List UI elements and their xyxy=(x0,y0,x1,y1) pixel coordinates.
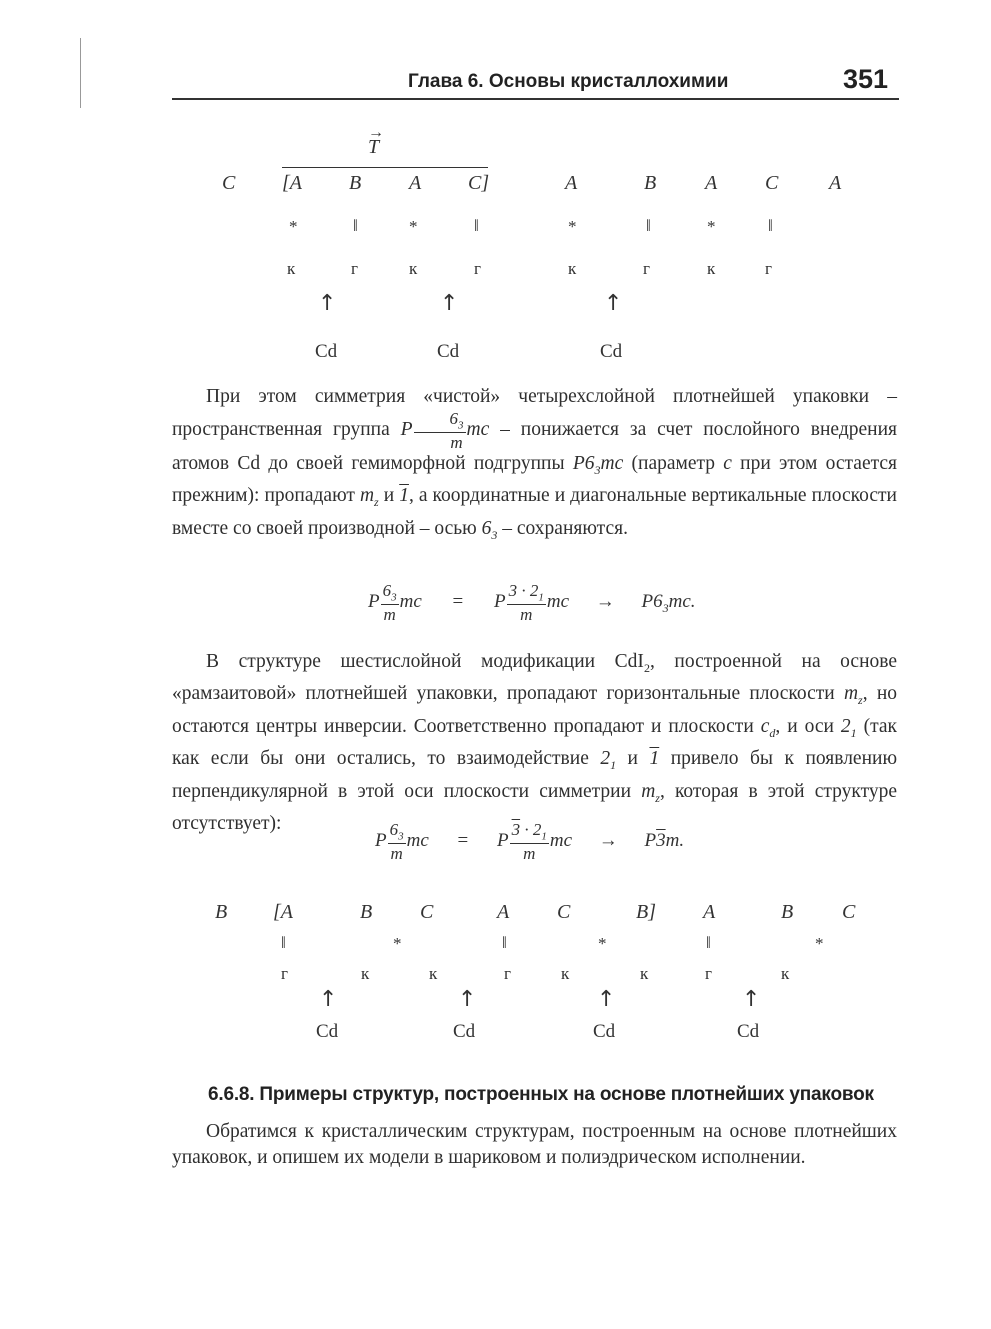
cd-label: Cd xyxy=(315,341,338,362)
up-arrow-icon: ↑ xyxy=(458,987,477,1012)
center-symbol: * xyxy=(815,934,824,953)
center-symbol: * xyxy=(289,217,298,236)
equation-2: P $\frac{6_3}{m}$ mc = P $\frac{3 \cdot 2_1}{m}$ mc → P3m. xyxy=(375,820,685,864)
layer-label: A xyxy=(497,901,510,923)
plane-symbol: ‖ xyxy=(474,216,479,235)
layer-label: B xyxy=(360,901,373,923)
center-symbol: * xyxy=(393,934,402,953)
plane-symbol: ‖ xyxy=(646,216,651,235)
up-arrow-icon: ↑ xyxy=(604,291,623,316)
plane-symbol: ‖ xyxy=(281,933,286,952)
section-paragraph: Обратимся к кристаллическим структурам, построенным на основе плотнейших упаковок, и опишем их модели в шариковом и полиэдрическом исполнении. xyxy=(172,1121,897,1168)
plane-symbol: ‖ xyxy=(768,216,773,235)
layer-label: C xyxy=(765,172,779,194)
layer-label: A xyxy=(409,172,422,194)
up-arrow-icon: ↑ xyxy=(440,291,459,316)
cd-label: Cd xyxy=(600,341,623,362)
layer-label: C xyxy=(557,901,571,923)
center-symbol: * xyxy=(568,217,577,236)
layer-label: B xyxy=(644,172,657,194)
layer-label: A xyxy=(705,172,718,194)
up-arrow-icon: ↑ xyxy=(597,987,616,1012)
void-type: г xyxy=(705,964,712,983)
up-arrow-icon: ↑ xyxy=(319,987,338,1012)
period-overline xyxy=(282,167,488,168)
header-rule xyxy=(172,98,899,100)
layer-label: A xyxy=(565,172,578,194)
void-type: г xyxy=(765,259,772,278)
layer-label: [A xyxy=(282,172,302,194)
center-symbol: * xyxy=(409,217,418,236)
layer-label: C xyxy=(222,172,236,194)
chapter-title: Глава 6. Основы кристаллохимии xyxy=(408,71,729,92)
layer-label: A xyxy=(829,172,842,194)
layer-label: B xyxy=(781,901,794,923)
cd-label: Cd xyxy=(316,1021,339,1042)
layer-label: C xyxy=(420,901,434,923)
center-symbol: * xyxy=(598,934,607,953)
cd-label: Cd xyxy=(437,341,460,362)
layer-label: C xyxy=(842,901,856,923)
void-type: к xyxy=(409,259,418,278)
paragraph-1: При этом симметрия «чистой» четырехслойной плотнейшей упаковки – пространственная группа P $\frac{6_3}{m}$ mc – понижается за счет послойного внедрения атомов Cd до своей гемиморфной подгруппы $P6_3mc$ (параметр c при этом остается прежним): пропадают $m_z$ и 1, а координатные и диагональные вертикальные плоскости вместе со своей производной – осью $6_3$ – сохраняются. xyxy=(172,386,897,542)
void-type: к xyxy=(640,964,649,983)
void-type: г xyxy=(643,259,650,278)
equation-1: P $\frac{6_3}{m}$ mc = P $\frac{3 \cdot 2_1}{m}$ mc → $P6_3mc$. xyxy=(368,581,696,625)
center-symbol: * xyxy=(707,217,716,236)
void-type: к xyxy=(781,964,790,983)
plane-symbol: ‖ xyxy=(502,933,507,952)
void-type: к xyxy=(561,964,570,983)
section-heading: 6.6.8. Примеры структур, построенных на основе плотнейших упаковок xyxy=(208,1084,874,1105)
cd-label: Cd xyxy=(453,1021,476,1042)
up-arrow-icon: ↑ xyxy=(742,987,761,1012)
void-type: г xyxy=(474,259,481,278)
paragraph-2: В структуре шестислойной модификации CdI$_2$, построенной на основе «рамзаитовой» плотнейшей упаковки, пропадают горизонтальные плоскости $m_z$, но остаются центры инверсии. Соответственно пропадают и плоскости $c_d$, и оси $2_1$ (так как если бы они остались, то взаимодействие $2_1$ и 1 привело бы к появлению перпендикулярной в этой оси плоскости симметрии $m_z$, которая в этой структуре отсутствует): xyxy=(172,651,898,834)
up-arrow-icon: ↑ xyxy=(318,291,337,316)
page-number: 351 xyxy=(843,64,889,94)
void-type: к xyxy=(287,259,296,278)
cd-label: Cd xyxy=(593,1021,616,1042)
binding-line xyxy=(80,38,81,108)
layer-label: A xyxy=(703,901,716,923)
layer-label: B xyxy=(349,172,362,194)
void-type: г xyxy=(281,964,288,983)
void-type: к xyxy=(707,259,716,278)
plane-symbol: ‖ xyxy=(706,933,711,952)
layer-label: [A xyxy=(273,901,293,923)
void-type: к xyxy=(429,964,438,983)
void-type: г xyxy=(351,259,358,278)
void-type: к xyxy=(361,964,370,983)
void-type: г xyxy=(504,964,511,983)
void-type: к xyxy=(568,259,577,278)
layer-label: B] xyxy=(636,901,656,923)
layer-label: C] xyxy=(468,172,490,194)
plane-symbol: ‖ xyxy=(353,216,358,235)
translation-vector-label: → T xyxy=(368,124,384,158)
layer-label: B xyxy=(215,901,228,923)
cd-label: Cd xyxy=(737,1021,760,1042)
